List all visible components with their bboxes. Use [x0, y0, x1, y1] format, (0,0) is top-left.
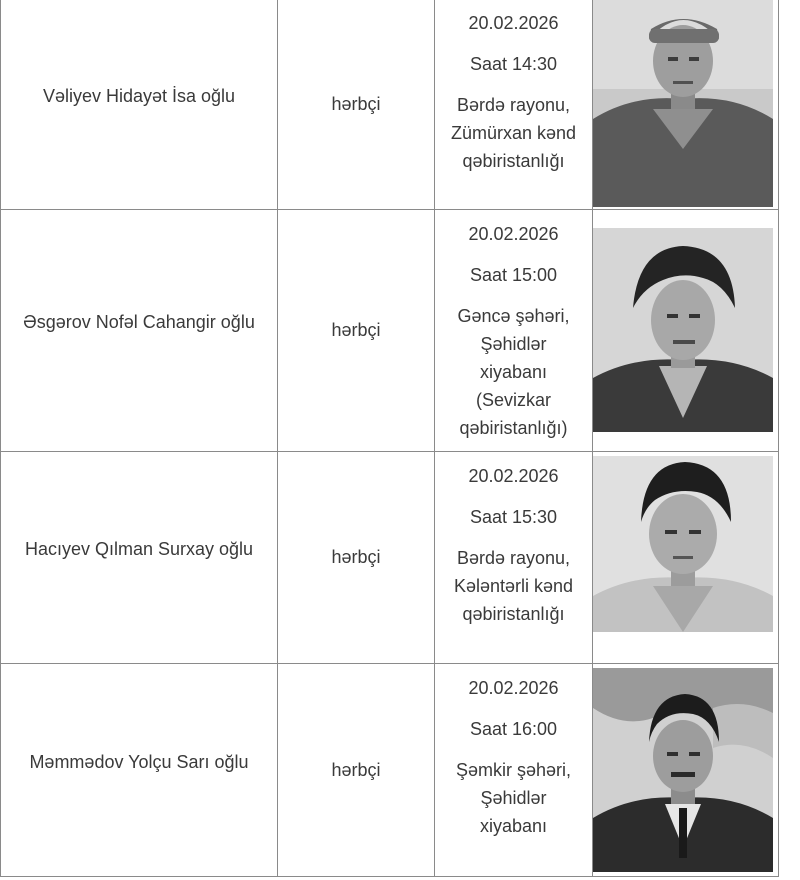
- funeral-info-cell: [435, 664, 593, 877]
- table-row: [1, 0, 779, 210]
- funeral-place-line: Bərdə rayonu,: [456, 548, 571, 568]
- photo-cell: [593, 664, 779, 877]
- person-role: hərbçi: [331, 759, 381, 780]
- funeral-time: Saat 15:30: [469, 507, 558, 527]
- funeral-place-line: xiyabanı: [479, 816, 548, 836]
- funeral-place-line: (Sevizkar: [475, 390, 551, 410]
- funeral-place-line: Bərdə rayonu,: [456, 95, 571, 115]
- funeral-info-cell: [435, 452, 593, 664]
- name-cell: [1, 0, 278, 210]
- role-cell: [278, 452, 435, 664]
- portrait-photo: [593, 456, 773, 632]
- person-role: hərbçi: [331, 93, 381, 114]
- role-cell: [278, 0, 435, 210]
- funeral-place-line: qəbiristanlığı): [459, 418, 568, 438]
- funeral-info-cell: [435, 0, 593, 210]
- funeral-info-cell: [435, 210, 593, 452]
- person-name: Vəliyev Hidayət İsa oğlu: [42, 85, 236, 106]
- photo-cell: [593, 210, 779, 452]
- funeral-place-line: Zümürxan kənd: [450, 123, 577, 143]
- funeral-date: 20.02.2026: [468, 13, 559, 33]
- photo-cell: [593, 0, 779, 210]
- table-row: [1, 210, 779, 452]
- portrait-photo: [593, 0, 773, 207]
- name-cell: [1, 664, 278, 877]
- funeral-time: Saat 14:30: [469, 54, 558, 74]
- funeral-place-line: Gəncə şəhəri,: [457, 306, 570, 326]
- name-cell: [1, 452, 278, 664]
- funeral-place-line: Şəmkir şəhəri,: [455, 760, 572, 780]
- funeral-time: Saat 15:00: [469, 265, 558, 285]
- funeral-place-line: qəbiristanlığı: [462, 151, 565, 171]
- person-role: hərbçi: [331, 320, 381, 340]
- funeral-time: Saat 16:00: [469, 719, 558, 739]
- photo-cell: [593, 452, 779, 664]
- table-row: [1, 452, 779, 664]
- funeral-place-line: Kələntərli kənd: [453, 576, 574, 596]
- name-cell: [1, 210, 278, 452]
- person-name: Hacıyev Qılman Surxay oğlu: [24, 539, 254, 559]
- funeral-date: 20.02.2026: [468, 466, 559, 486]
- portrait-photo: [593, 228, 773, 432]
- person-name: Məmmədov Yolçu Sarı oğlu: [29, 751, 249, 772]
- funeral-date: 20.02.2026: [468, 678, 559, 698]
- funeral-date: 20.02.2026: [468, 224, 559, 244]
- person-role: hərbçi: [331, 547, 381, 567]
- funeral-place-line: xiyabanı: [479, 362, 548, 382]
- funeral-place-line: Şəhidlər: [480, 334, 547, 354]
- table-row: [1, 664, 779, 877]
- portrait-photo: [593, 668, 773, 872]
- funeral-place-line: qəbiristanlığı: [462, 604, 565, 624]
- role-cell: [278, 664, 435, 877]
- person-name: Əsgərov Nofəl Cahangir oğlu: [23, 312, 255, 332]
- funeral-place-line: Şəhidlər: [480, 788, 547, 808]
- role-cell: [278, 210, 435, 452]
